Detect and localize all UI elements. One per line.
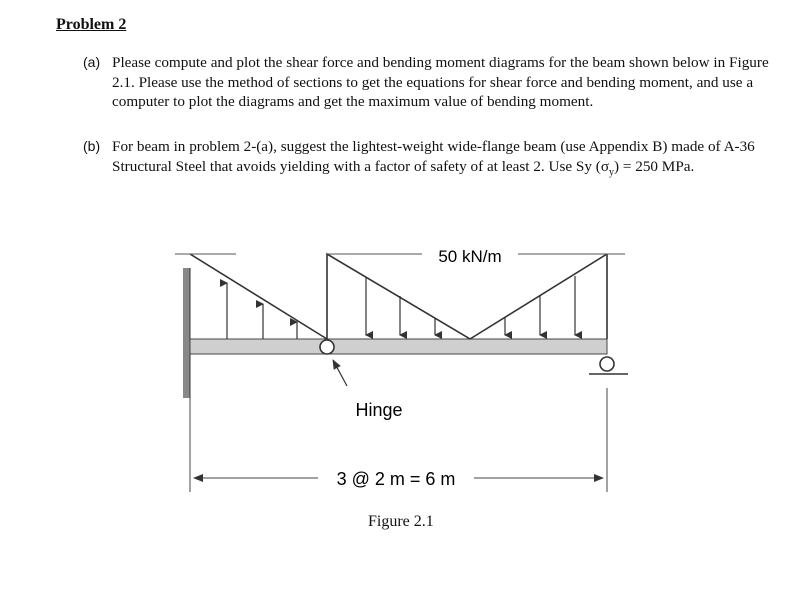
load-label: 50 kN/m	[438, 247, 502, 266]
part-b-text-after: ) = 250 MPa.	[614, 157, 695, 175]
fixed-support	[183, 268, 190, 398]
sigma-symbol: σ	[600, 157, 610, 175]
problem-title: Problem 2	[56, 16, 127, 33]
load-arrows	[227, 276, 575, 339]
distributed-load	[190, 254, 607, 339]
hinge-label: Hinge	[355, 400, 403, 420]
part-b-text-before: For beam in problem 2-(a), suggest the lightest-weight wide-flange beam (use Appendix B) made of A-36 Structural Steel that avoids yielding with a factor of safety of at least 2. Use Sy (	[112, 138, 755, 175]
figure-caption: Figure 2.1	[368, 513, 434, 530]
part-b-label: (b)	[83, 138, 101, 154]
span-label: 3 @ 2 m = 6 m	[336, 469, 456, 489]
sigma-subscript: y	[609, 166, 615, 178]
part-a-text: Please compute and plot the shear force and bending moment diagrams for the beam shown below in Figure 2.1. Please use the method of sections to get the equations for shear force and bending moment, and use a computer to plot the diagrams and get the maximum value of bending moment.	[112, 54, 769, 110]
part-a-label: (a)	[83, 54, 101, 70]
roller-support	[589, 357, 628, 374]
beam	[190, 339, 607, 354]
